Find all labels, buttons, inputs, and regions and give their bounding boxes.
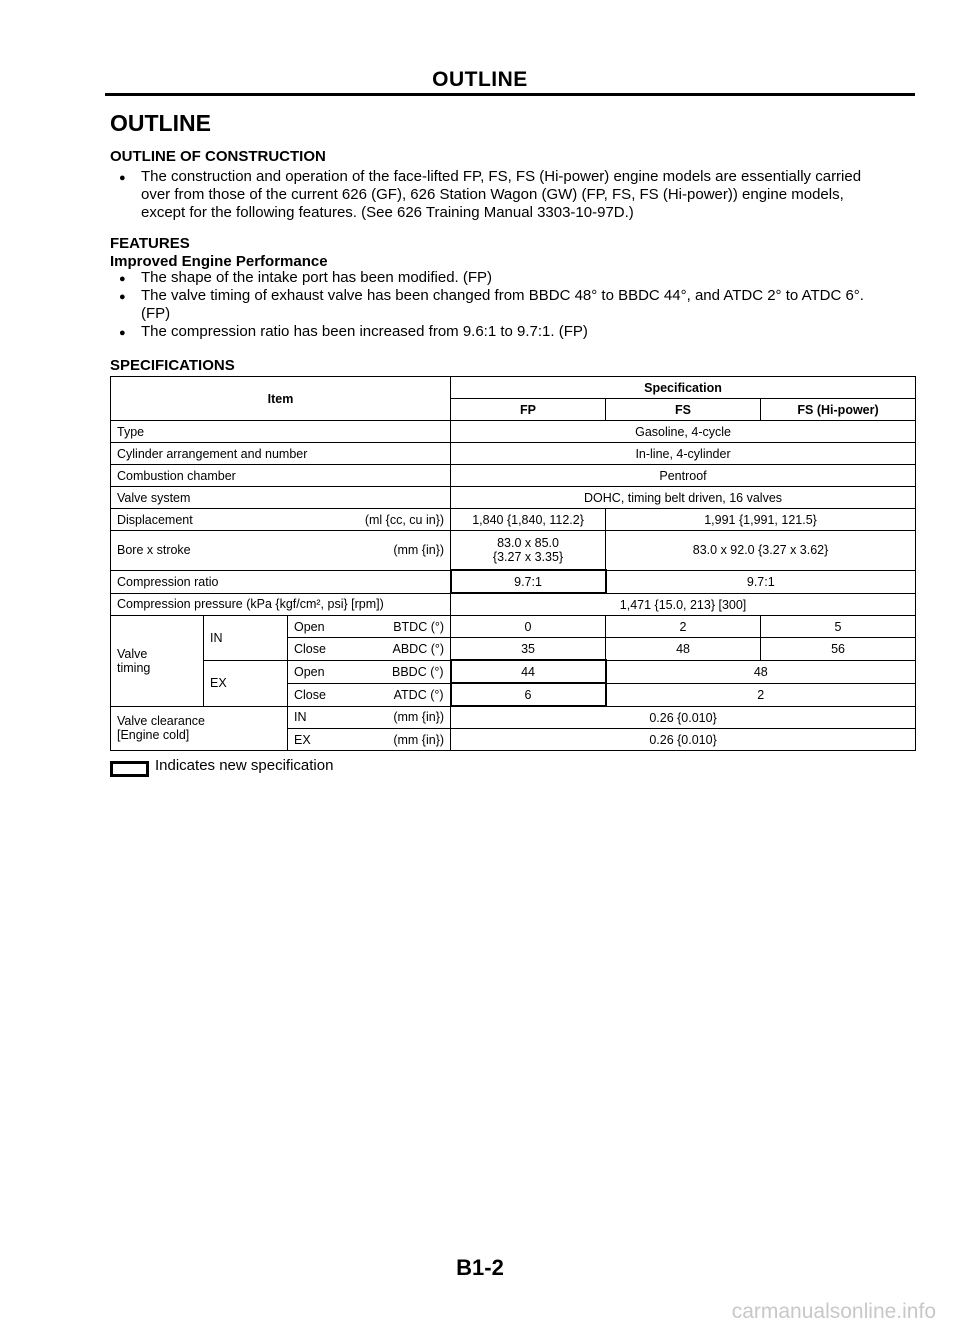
clearance-ex-label [288,729,451,751]
table-row [111,421,916,443]
valve-timing-label-1: Valve [117,646,148,661]
bullet-icon: ● [119,291,126,303]
running-header: OUTLINE [432,68,528,91]
ex-close-unit: ATDC (°) [393,687,444,702]
feature-item-1: The shape of the intake port has been modified. (FP) [141,269,493,286]
clearance-label-2: [Engine cold] [117,728,190,743]
construction-heading: OUTLINE OF CONSTRUCTION [110,148,326,165]
in-close-label [288,638,451,661]
construction-line-2: over from those of the current 626 (GF), 626 Station Wagon (GW) (FP, FS, FS (Hi-power)) engine models, [141,186,844,203]
value-comp-ratio-fp: 9.7:1 [451,570,606,593]
in-open-text: Open [294,619,325,634]
header-specification: Specification [451,377,916,399]
in-open-label [288,616,451,638]
table-row [111,465,916,487]
value-displacement-fs: 1,991 {1,991, 121.5} [606,509,916,531]
value-comp-ratio-fs: 9.7:1 [606,570,916,593]
in-open-fshp: 5 [761,616,916,638]
bullet-icon: ● [119,273,126,285]
ex-open-fs: 48 [606,660,916,683]
row-label-comp-ratio: Compression ratio [111,570,451,593]
header-item: Item [111,377,451,421]
bore-fp-mm: 83.0 x 85.0 [497,536,559,550]
row-label-bore [111,531,451,571]
row-label-type: Type [111,421,451,443]
ex-open-label [288,660,451,683]
table-row [111,443,916,465]
construction-line-3: except for the following features. (See 626 Training Manual 3303-10-97D.) [141,204,634,221]
bullet-icon: ● [119,327,126,339]
clearance-in-value: 0.26 {0.010} [451,706,916,729]
feature-item-2: The valve timing of exhaust valve has been changed from BBDC 48° to BBDC 44°, and ATDC 2° to ATDC 6°. [141,287,864,304]
valve-timing-label-2: timing [117,660,151,675]
header-fs: FS [606,399,761,421]
page-title: OUTLINE [110,110,211,136]
bore-label: Bore x stroke [117,543,191,558]
clearance-ex-value: 0.26 {0.010} [451,729,916,751]
valve-timing-in: IN [204,616,288,661]
in-open-fs: 2 [606,616,761,638]
header-rule [105,93,915,96]
bullet-icon: ● [119,172,126,184]
in-close-text: Close [294,641,326,656]
in-close-fs: 48 [606,638,761,661]
in-open-fp: 0 [451,616,606,638]
header-fs-hi-power: FS (Hi-power) [761,399,916,421]
table-row [111,593,916,616]
clearance-ex-text: EX [294,732,311,747]
value-valve-system: DOHC, timing belt driven, 16 valves [451,487,916,509]
new-spec-legend-icon [110,761,149,777]
table-row [111,706,916,729]
features-subheading: Improved Engine Performance [110,253,328,270]
table-row [111,660,916,683]
value-combustion: Pentroof [451,465,916,487]
clearance-ex-unit: (mm {in}) [393,732,445,747]
construction-line-1: The construction and operation of the face-lifted FP, FS, FS (Hi-power) engine models are essentially carried [141,168,862,185]
table-row [111,509,916,531]
ex-close-text: Close [294,687,326,702]
table-row [111,487,916,509]
in-open-unit: BTDC (°) [393,619,445,634]
value-cylinder: In-line, 4-cylinder [451,443,916,465]
feature-item-2-cont: (FP) [141,305,171,322]
displacement-unit: (ml {cc, cu in}) [364,512,445,527]
ex-open-fp: 44 [451,660,606,683]
clearance-in-unit: (mm {in}) [393,710,445,725]
table-row [111,570,916,593]
bore-unit: (mm {in}) [393,543,445,558]
table-row [111,616,916,638]
clearance-in-text: IN [294,710,307,725]
row-label-comp-pressure: Compression pressure (kPa {kgf/cm², psi} [rpm]) [111,593,451,616]
displacement-label: Displacement [117,512,193,527]
row-label-combustion: Combustion chamber [111,465,451,487]
page-number: B1-2 [456,1255,504,1280]
row-label-clearance [111,706,288,751]
value-bore-fs: 83.0 x 92.0 {3.27 x 3.62} [606,531,916,571]
value-comp-pressure: 1,471 {15.0, 213} [300] [451,593,916,616]
row-label-valve-system: Valve system [111,487,451,509]
specifications-table [110,376,916,751]
row-label-valve-timing [111,616,204,707]
valve-timing-ex: EX [204,660,288,706]
ex-close-fs: 2 [606,683,916,706]
ex-close-fp: 6 [451,683,606,706]
ex-close-label [288,683,451,706]
value-type: Gasoline, 4-cycle [451,421,916,443]
in-close-unit: ABDC (°) [392,641,445,656]
clearance-in-label [288,706,451,729]
row-label-cylinder: Cylinder arrangement and number [111,443,451,465]
legend-text: Indicates new specification [155,757,334,774]
specifications-heading: SPECIFICATIONS [110,357,235,374]
feature-item-3: The compression ratio has been increased from 9.6:1 to 9.7:1. (FP) [141,323,588,340]
table-row [111,531,916,571]
features-heading: FEATURES [110,235,190,252]
value-displacement-fp: 1,840 {1,840, 112.2} [451,509,606,531]
in-close-fp: 35 [451,638,606,661]
in-close-fshp: 56 [761,638,916,661]
clearance-label-1: Valve clearance [117,714,206,729]
watermark: carmanualsonline.info [731,1300,936,1323]
ex-open-unit: BBDC (°) [392,664,444,679]
bore-fp-in: {3.27 x 3.35} [492,550,564,564]
value-bore-fp [451,531,606,571]
row-label-displacement [111,509,451,531]
header-fp: FP [451,399,606,421]
ex-open-text: Open [294,664,325,679]
